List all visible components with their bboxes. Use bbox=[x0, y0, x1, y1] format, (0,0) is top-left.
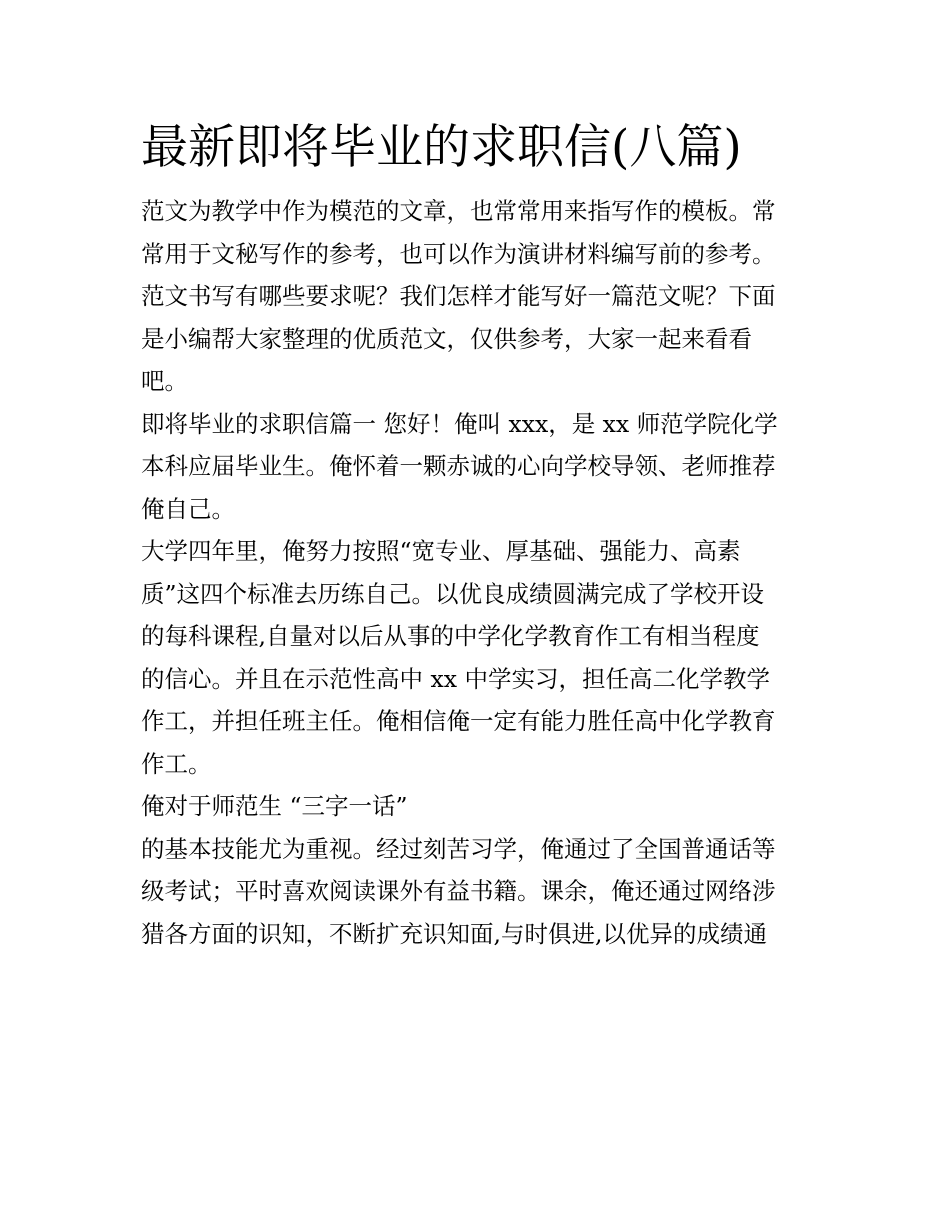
text-line: 作工，并担任班主任。俺相信俺一定有能力胜任高中化学教育 bbox=[141, 707, 776, 735]
document-title: 最新即将毕业的求职信(八篇) bbox=[141, 120, 742, 175]
document-body bbox=[141, 110, 821, 955]
text-line: 大学四年里，俺努力按照“宽专业、厚基础、强能力、高素 bbox=[141, 537, 741, 565]
text-line: 的信心。并且在示范性高中 xx 中学实习，担任高二化学教学 bbox=[141, 664, 770, 693]
text-line: 级考试；平时喜欢阅读课外有益书籍。课余，俺还通过网络涉 bbox=[141, 877, 776, 905]
text-line: 范文为教学中作为模范的文章，也常常用来指写作的模板。常 bbox=[141, 197, 776, 225]
text-line: 本科应届毕业生。俺怀着一颗赤诚的心向学校导领、老师推荐 bbox=[141, 452, 776, 480]
text-line: 是小编帮大家整理的优质范文，仅供参考，大家一起来看看 bbox=[141, 324, 752, 353]
text-line: 吧。 bbox=[141, 367, 188, 395]
text-line: 猎各方面的识知，不断扩充识知面,与时俱进,以优异的成绩通 bbox=[141, 919, 767, 948]
text-line: 俺自己。 bbox=[141, 494, 235, 523]
text-line: 的基本技能尤为重视。经过刻苦习学，俺通过了全国普通话等 bbox=[141, 834, 776, 863]
text-line: 范文书写有哪些要求呢？我们怎样才能写好一篇范文呢？下面 bbox=[141, 282, 776, 310]
text-line: 作工。 bbox=[141, 749, 212, 778]
text-line: 质”这四个标准去历练自己。以优良成绩圆满完成了学校开设 bbox=[141, 579, 765, 608]
text-line: 俺对于师范生 “三字一话” bbox=[141, 792, 408, 820]
text-line: 常用于文秘写作的参考，也可以作为演讲材料编写前的参考。 bbox=[141, 239, 776, 268]
text-line: 即将毕业的求职信篇一 您好！俺叫 xxx，是 xx 师范学院化学 bbox=[141, 409, 778, 438]
text-line: 的每科课程,自量对以后从事的中学化学教育作工有相当程度 bbox=[141, 622, 760, 650]
